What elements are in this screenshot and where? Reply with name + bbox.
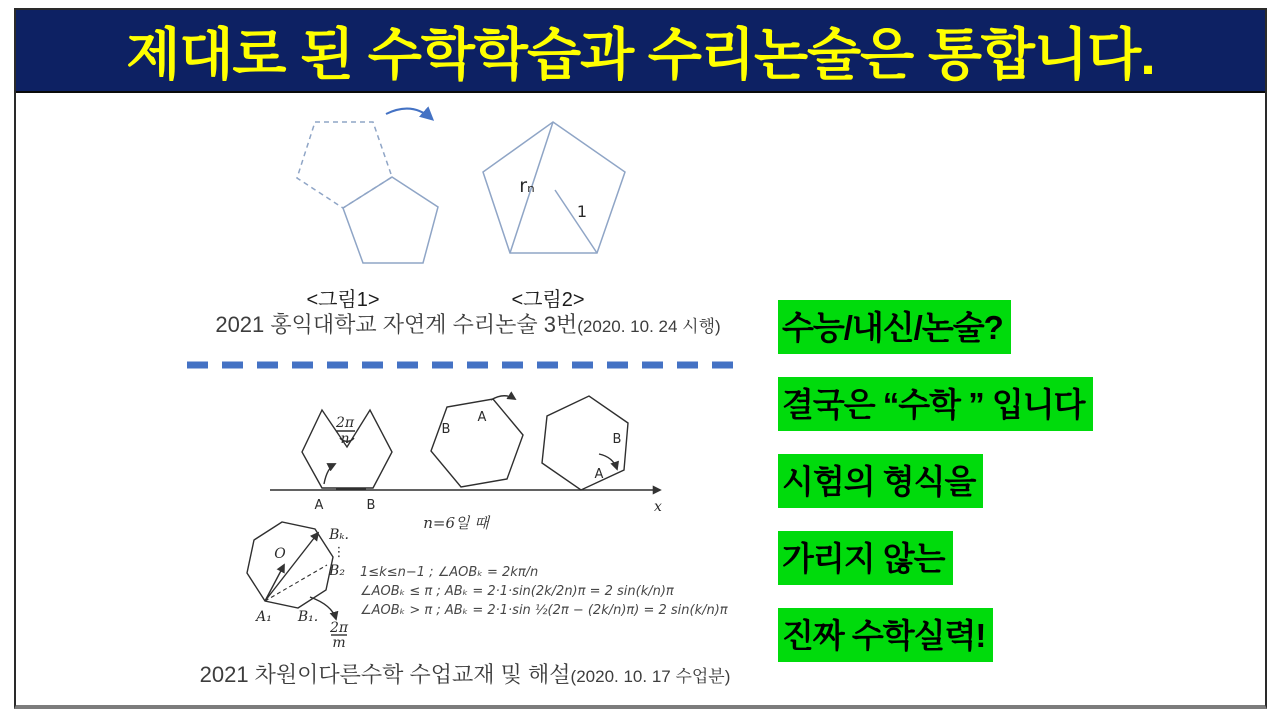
slogan-line-4: 가리지 않는 [778,531,953,585]
vertex-a1-label: A₁ [256,609,272,625]
figure1-label: <그림1> [306,289,380,311]
slogan-panel [778,300,1093,662]
pentagon-radius-figure [470,110,670,300]
rotation-arrow-1-icon [324,464,335,484]
vertex-bk-label: Bₖ. [329,527,349,543]
problem-caption-detail: (2020. 10. 24 시행) [577,317,721,336]
equation-line: 1≤k≤n−1 ; ∠AOBₖ = 2kπ/n [360,565,539,580]
radius-one [555,190,597,253]
arc-fraction-numerator: 2π [329,620,349,636]
slide-header [16,10,1265,93]
solid-pentagon [343,177,438,263]
rotation-arrow-icon [386,109,432,119]
hex3-label-b: B [612,432,622,447]
slogan-line-3: 시험의 형식을 [778,454,983,508]
figure2-label: <그림2> [511,289,585,311]
hex2-label-b: B [441,422,451,437]
slogan-line-5: 진짜 수학실력! [778,608,993,662]
lesson-caption-detail: (2020. 10. 17 수업분) [570,667,731,686]
octagon [247,522,333,608]
hex1-label-a: A [314,498,324,513]
angle-numerator: 2π [335,415,355,431]
hex3-label-a: A [594,467,604,482]
rn-label: rₙ [519,175,535,197]
vertex-b2-label: B₂ [329,563,345,579]
equation-line: ∠AOBₖ > π ; ABₖ = 2·1·sin ½(2π − (2k/n)π) = 2 sin(k/n)π [360,603,728,618]
dashed-pentagon [297,122,392,208]
dashed-divider [185,360,745,370]
equation-line: ∠AOBₖ ≤ π ; ABₖ = 2·1·sin(2k/2n)π = 2 sin(k/n)π [360,584,674,599]
slide [14,8,1267,709]
pentagon [483,122,625,253]
ellipsis-dots: ⋮ [332,545,346,560]
lesson-caption [200,658,731,689]
hex2-label-a: A [477,410,487,425]
page-title: 제대로 된 수학학습과 수리논술은 통합니다. [126,22,1155,86]
chord-a1-bk [265,533,318,601]
octagon-center-label: O [274,546,286,562]
hexagon-rolling-figure [230,385,690,525]
slogan-line-2: 결국은 “수학 ” 입니다 [778,377,1093,431]
vertex-b1-label: B₁. [297,609,319,625]
handwritten-equations [360,563,728,620]
arc-fraction-denominator: m [332,635,346,651]
case-note: n=6일 때 [423,514,489,532]
problem-caption-main: 2021 홍익대학교 자연계 수리논술 3번 [215,312,578,337]
hex1-label-b: B [366,498,376,513]
octagon-sketch-figure [240,513,380,653]
rotation-arrow-2-icon [491,396,515,400]
pentagon-rolling-figure [250,100,470,300]
x-axis-label: x [654,499,662,515]
problem-caption [215,308,720,339]
angle-denominator: n [340,431,350,447]
one-label: 1 [576,202,588,221]
lesson-caption-main: 2021 차원이다른수학 수업교재 및 해설 [199,662,571,687]
slogan-line-1: 수능/내신/논술? [778,300,1011,354]
